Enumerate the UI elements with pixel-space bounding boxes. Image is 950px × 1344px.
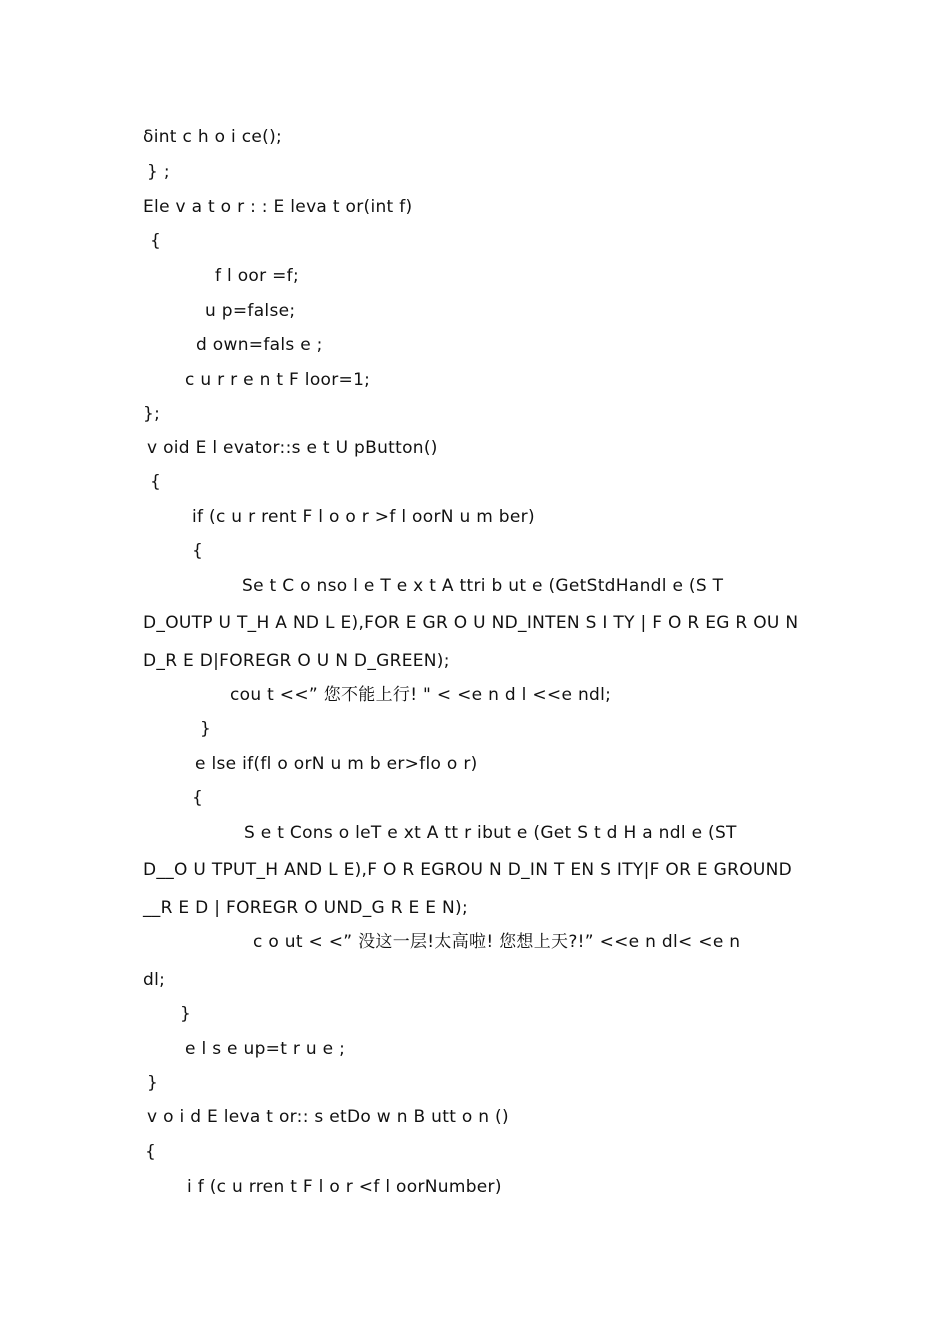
code-line: { [145,1142,157,1162]
code-line: D_OUTP U T_H A ND L E),FOR E GR O U ND_INTEN S I TY | F O R EG R OU N [143,613,799,633]
code-line: Se t C o nso l e T e x t A ttri b ut e (GetStdHandl e (S T [242,576,724,596]
code-line: e lse if(fl o orN u m b er>flo o r) [195,754,478,774]
code-line: c o ut < <” 没这一层!太高啦! 您想上天?!” <<e n dl< <e n [253,932,741,952]
code-line: } ; [147,162,170,182]
code-line: i f (c u rren t F l o r <f l oorNumber) [187,1177,502,1197]
code-line: dl; [143,970,166,990]
code-line: e l s e up=t r u e ; [185,1039,346,1059]
code-line: } [200,719,212,739]
code-line: D_R E D|FOREGR O U N D_GREEN); [143,651,450,671]
code-line: } [147,1073,159,1093]
code-line: Ele v a t o r : : E leva t or(int f) [143,197,413,217]
code-line: d own=fals e ; [196,335,323,355]
code-line: { [192,541,204,561]
code-line: v oid E l evator::s e t U pButton() [147,438,438,458]
code-line: δint c h o i ce(); [143,127,283,147]
code-line: __R E D | FOREGR O UND_G R E E N); [143,898,468,918]
code-line: { [150,231,162,251]
code-line: } [180,1004,192,1024]
code-line: cou t <<” 您不能上行! " < <e n d l <<e ndl; [230,685,612,705]
code-line: v o i d E leva t or:: s etDo w n B utt o n () [147,1107,509,1127]
code-line: u p=false; [205,301,296,321]
code-line: S e t Cons o leT e xt A tt r ibut e (Get S t d H a ndl e (ST [244,823,737,843]
code-line: { [192,788,204,808]
code-line: D__O U TPUT_H AND L E),F O R EGROU N D_IN T EN S ITY|F OR E GROUND [143,860,793,880]
code-line: if (c u r rent F l o o r >f l oorN u m ber) [192,507,535,527]
code-line: c u r r e n t F loor=1; [185,370,371,390]
code-line: f l oor =f; [215,266,299,286]
code-line: }; [143,404,161,424]
code-line: { [150,472,162,492]
